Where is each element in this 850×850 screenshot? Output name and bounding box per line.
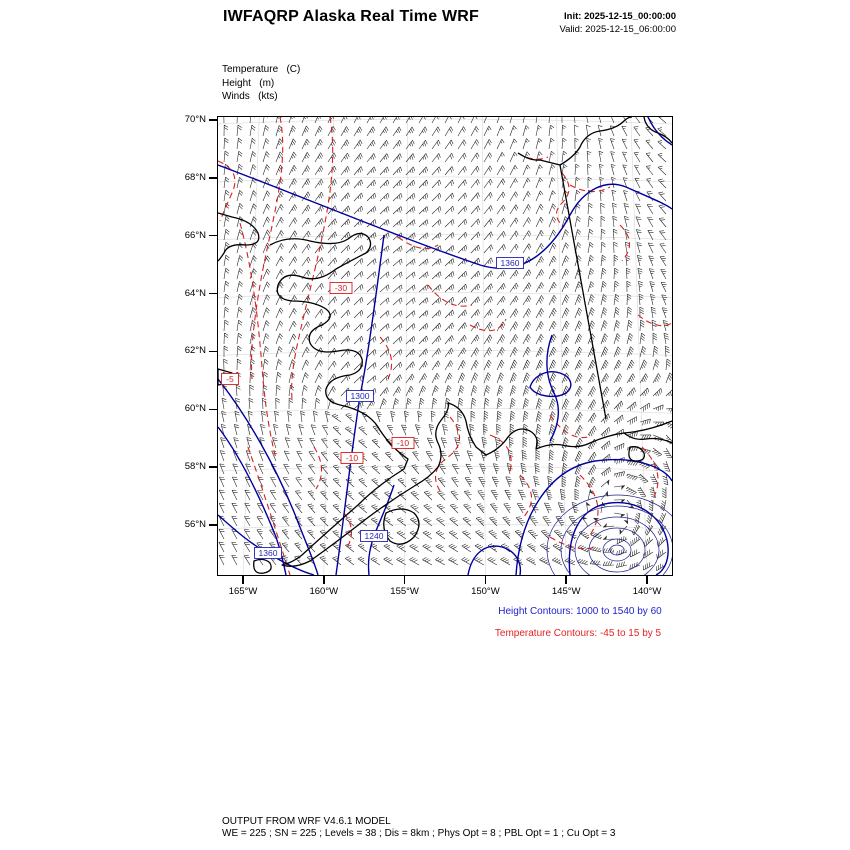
lat-label: 70°N [184, 114, 206, 125]
height-contour [516, 460, 672, 575]
height-contour-label: 1300 [350, 391, 370, 401]
graticule-lon-line [482, 117, 485, 575]
lat-label: 56°N [184, 518, 206, 530]
field-legend [222, 63, 300, 104]
lon-tick [485, 576, 487, 584]
lat-tick [209, 119, 218, 121]
temperature-contour-label: -10 [345, 453, 359, 463]
lat-label: 64°N [184, 287, 206, 299]
coastline [254, 559, 271, 573]
lon-tick [242, 576, 244, 584]
temperature-contour-label: -30 [334, 283, 348, 293]
legend-line: Winds (kts) [222, 91, 278, 102]
height-contour-label: 1240 [364, 531, 384, 541]
lat-tick [209, 351, 218, 353]
lat-tick [209, 466, 218, 468]
height-contour-ring [561, 506, 672, 575]
run-time-block [456, 10, 676, 36]
plot-title: IWFAQRP Alaska Real Time WRF [222, 8, 480, 25]
height-contour-label: 1360 [500, 258, 520, 268]
lon-label: 160°W [309, 586, 339, 597]
lon-label: 140°W [632, 586, 662, 597]
coastline [644, 117, 672, 143]
lon-tick [646, 576, 648, 584]
model-output-line: OUTPUT FROM WRF V4.6.1 MODEL [222, 816, 391, 827]
height-contour [218, 165, 672, 268]
temperature-contour-label: -5 [226, 374, 234, 384]
graticule-lon-line [557, 117, 567, 575]
model-config-line: WE = 225 ; SN = 225 ; Levels = 38 ; Dis = 8km ; Phys Opt = 8 ; PBL Opt = 1 ; Cu Opt = 3 [222, 828, 616, 839]
legend-line: Temperature (C) [222, 64, 301, 75]
graticule-lat-line [218, 119, 672, 124]
init-time: Init: 2025-12-15_00:00:00 [564, 11, 676, 22]
graticule-lon-line [243, 117, 259, 575]
temperature-contour-caption: Temperature Contours: -45 to 15 by 5 [494, 628, 662, 639]
lon-label: 165°W [228, 586, 258, 597]
lat-tick [209, 409, 218, 411]
graticule-lat-line [218, 177, 672, 182]
height-contour-caption: Height Contours: 1000 to 1540 by 60 [498, 606, 662, 617]
coastline [384, 509, 419, 544]
lat-tick [209, 177, 218, 179]
weather-map [218, 117, 672, 575]
temperature-contour [292, 117, 333, 399]
lat-label: 66°N [184, 229, 206, 241]
lon-tick [565, 576, 567, 584]
coastline [218, 213, 259, 261]
map-frame [217, 116, 673, 576]
height-contour-label: 1360 [258, 548, 278, 558]
lat-label: 62°N [184, 345, 206, 357]
valid-time: Valid: 2025-12-15_06:00:00 [559, 24, 676, 35]
lat-label: 58°N [184, 461, 206, 473]
graticule-lat-line [218, 350, 672, 355]
temperature-contour [380, 337, 392, 379]
lon-label: 145°W [551, 586, 581, 597]
lon-tick [404, 576, 406, 584]
lon-label: 150°W [471, 586, 500, 597]
lat-label: 60°N [184, 403, 206, 415]
lat-label: 68°N [184, 171, 206, 183]
temperature-contour [240, 223, 276, 459]
lat-tick [209, 293, 218, 295]
lat-tick [209, 524, 218, 526]
lat-tick [209, 235, 218, 237]
temperature-contour [314, 447, 322, 489]
temperature-contour [570, 185, 610, 192]
coastline [624, 433, 672, 443]
lon-tick [323, 576, 325, 584]
legend-line: Height (m) [222, 77, 275, 89]
height-contour [369, 485, 394, 575]
temperature-contour-label: -10 [396, 438, 410, 448]
graticule-lon-line [405, 117, 408, 575]
lon-label: 155°W [390, 586, 419, 597]
